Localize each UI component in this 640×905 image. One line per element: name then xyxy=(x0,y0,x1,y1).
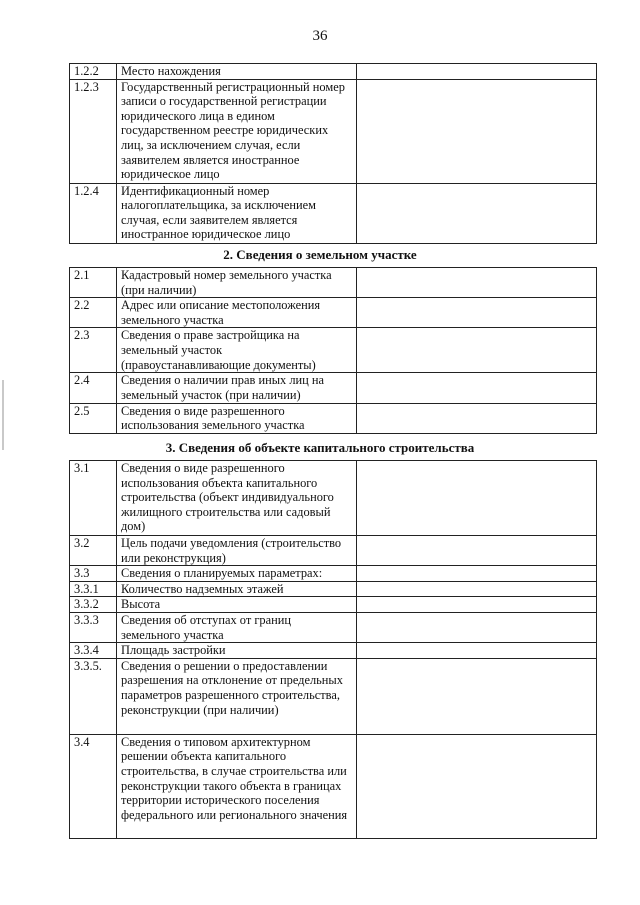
table-row xyxy=(70,64,597,80)
table-row xyxy=(70,658,597,734)
table-row xyxy=(70,373,597,403)
section2-table xyxy=(69,267,597,434)
row-value-field[interactable] xyxy=(357,658,597,734)
row-value-field[interactable] xyxy=(357,643,597,659)
row-value-field[interactable] xyxy=(357,298,597,328)
row-number: 3.3.4 xyxy=(70,643,117,659)
row-label: Сведения о виде разрешенного использования земельного участка xyxy=(117,403,357,433)
row-label: Сведения об отступах от границ земельного участка xyxy=(117,612,357,642)
row-number: 2.5 xyxy=(70,403,117,433)
table-row xyxy=(70,734,597,838)
row-number: 2.3 xyxy=(70,328,117,373)
section3-table xyxy=(69,460,597,839)
row-value-field[interactable] xyxy=(357,79,597,183)
table-row xyxy=(70,183,597,243)
row-label: Количество надземных этажей xyxy=(117,581,357,597)
row-label: Площадь застройки xyxy=(117,643,357,659)
section1-table xyxy=(69,63,597,244)
table-row xyxy=(70,298,597,328)
row-label: Адрес или описание местоположения земельного участка xyxy=(117,298,357,328)
table-row xyxy=(70,79,597,183)
row-value-field[interactable] xyxy=(357,461,597,536)
row-number: 3.3 xyxy=(70,566,117,582)
row-label: Сведения о планируемых параметрах: xyxy=(117,566,357,582)
row-value-field[interactable] xyxy=(357,64,597,80)
section3-title: 3. Сведения об объекте капитального строительства xyxy=(165,440,475,455)
row-value-field[interactable] xyxy=(357,328,597,373)
row-label: Сведения о решении о предоставлении разрешения на отклонение от предельных параметров разрешенного строительства, реконструкции (при наличии) xyxy=(117,658,357,734)
row-number: 1.2.2 xyxy=(70,64,117,80)
table-row xyxy=(70,461,597,536)
table-row xyxy=(70,268,597,298)
row-value-field[interactable] xyxy=(357,536,597,566)
table-row xyxy=(70,403,597,433)
row-label: Сведения о наличии прав иных лиц на земельный участок (при наличии) xyxy=(117,373,357,403)
table-row xyxy=(70,328,597,373)
row-number: 3.3.3 xyxy=(70,612,117,642)
row-number: 3.3.2 xyxy=(70,597,117,613)
section2-title: 2. Сведения о земельном участке xyxy=(223,247,417,262)
row-number: 3.3.1 xyxy=(70,581,117,597)
row-number: 2.1 xyxy=(70,268,117,298)
row-number: 1.2.3 xyxy=(70,79,117,183)
table-row xyxy=(70,536,597,566)
table-row xyxy=(70,612,597,642)
row-number: 3.2 xyxy=(70,536,117,566)
row-number: 2.2 xyxy=(70,298,117,328)
row-number: 3.3.5. xyxy=(70,658,117,734)
table-row xyxy=(70,581,597,597)
row-value-field[interactable] xyxy=(357,581,597,597)
row-label: Место нахождения xyxy=(117,64,357,80)
row-value-field[interactable] xyxy=(357,734,597,838)
table-row xyxy=(70,643,597,659)
table-row xyxy=(70,566,597,582)
row-value-field[interactable] xyxy=(357,403,597,433)
row-label: Сведения о типовом архитектурном решении объекта капитального строительства, в случае строительства или реконструкции такого объекта в границах территории исторического поселения федерального или регионального значения xyxy=(117,734,357,838)
row-label: Кадастровый номер земельного участка (при наличии) xyxy=(117,268,357,298)
row-label: Сведения о праве застройщика на земельный участок (правоустанавливающие документы) xyxy=(117,328,357,373)
table-row xyxy=(70,597,597,613)
row-label: Сведения о виде разрешенного использования объекта капитального строительства (объект индивидуального жилищного строительства или садовый дом) xyxy=(117,461,357,536)
row-label: Идентификационный номер налогоплательщика, за исключением случая, если заявителем является иностранное юридическое лицо xyxy=(117,183,357,243)
row-label: Высота xyxy=(117,597,357,613)
row-number: 3.4 xyxy=(70,734,117,838)
row-value-field[interactable] xyxy=(357,612,597,642)
row-number: 2.4 xyxy=(70,373,117,403)
row-value-field[interactable] xyxy=(357,373,597,403)
row-number: 1.2.4 xyxy=(70,183,117,243)
row-value-field[interactable] xyxy=(357,597,597,613)
row-value-field[interactable] xyxy=(357,268,597,298)
row-value-field[interactable] xyxy=(357,566,597,582)
row-value-field[interactable] xyxy=(357,183,597,243)
row-label: Государственный регистрационный номер записи о государственной регистрации юридического лица в едином государственном реестре юридических лиц, за исключением случая, если заявителем является иностранное юридическое лицо xyxy=(117,79,357,183)
page-number: 36 xyxy=(312,28,328,44)
row-number: 3.1 xyxy=(70,461,117,536)
row-label: Цель подачи уведомления (строительство или реконструкция) xyxy=(117,536,357,566)
